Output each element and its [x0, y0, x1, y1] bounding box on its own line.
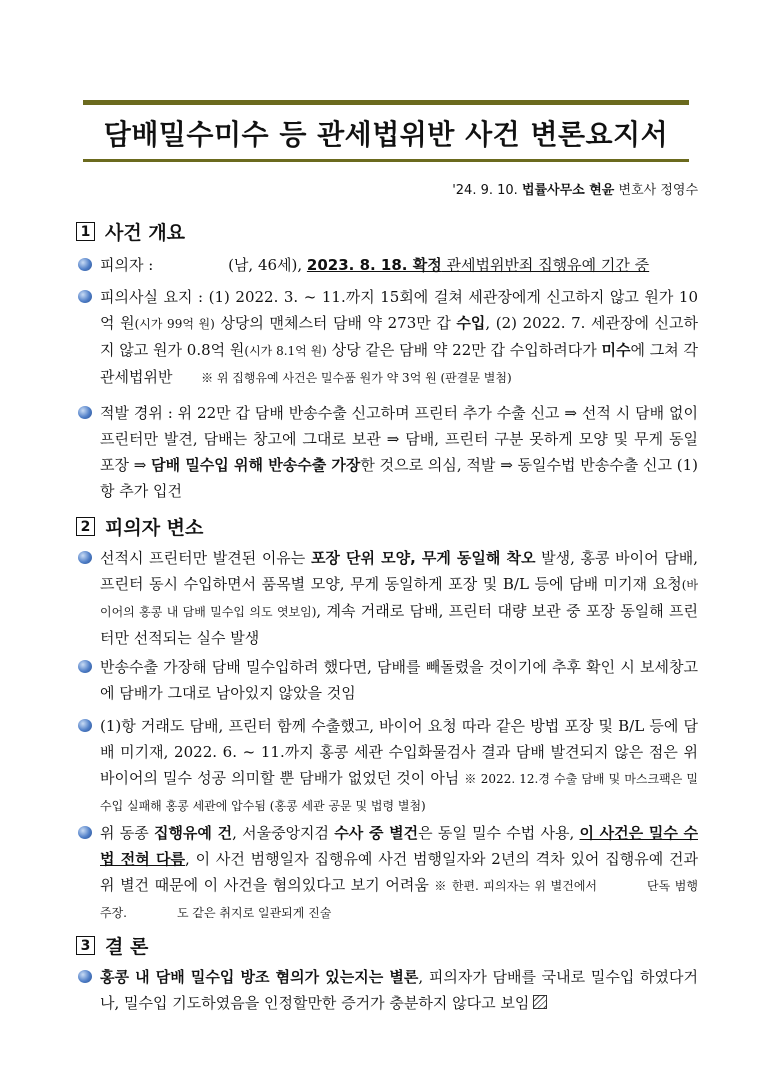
text-span: 발생, 홍콩 바이어 담배, 프린터 동시 수입하면서 품목별 모양, 무게 동일하게 포장 및 B/L 등에 담배 미기재 요청 — [100, 549, 698, 593]
text-span: 선적시 프린터만 발견된 이유는 — [100, 549, 311, 567]
bullet-icon — [78, 970, 92, 983]
text-span: 피의자 : — [100, 256, 159, 274]
text-span: 수사 중 별건 — [334, 824, 419, 842]
text-span: 위 동종 — [100, 824, 154, 842]
section-3-title: 결 론 — [105, 936, 149, 958]
text-span: 포장 단위 모양, 무게 동일해 착오 — [310, 549, 536, 567]
text-span: 반송수출 가장해 담배 밀수입하려 했다면, 담배를 빼돌렸을 것이기에 추후 확인 시 보세창고에 담배가 그대로 남아있지 않았을 것임 — [100, 658, 698, 702]
note-text: 단독 범행 주장. — [100, 879, 698, 920]
section-2-item-3 — [78, 713, 698, 819]
text-span: 피의사실 요지 : (1) 2022. 3. ~ 11.까지 15회에 걸쳐 세관장에게 신고하지 않고 원가 10억 원 — [100, 288, 698, 332]
end-mark-icon — [533, 995, 547, 1009]
title-block — [83, 100, 689, 162]
text-span: (남, 46세), — [228, 256, 307, 274]
text-span: 담배 밀수입 위해 반송수출 가장 — [151, 456, 361, 474]
text-span: (시가 8.1억 원) — [244, 344, 327, 358]
byline-date: '24. 9. 10. — [452, 183, 518, 198]
text-span: , 이 사건 범행일자 집행유예 사건 범행일자와 2년의 격차 있어 집행유예 건과 위 별건 때문에 이 사건을 혐의있다고 보기 어려움 — [100, 850, 698, 894]
confirmed-date: 2023. 8. 18. 확정 — [306, 256, 442, 274]
section-2-item-1 — [78, 545, 698, 651]
item-text — [100, 545, 698, 651]
bullet-icon — [78, 258, 92, 271]
title-rule-bottom — [83, 159, 689, 162]
section-1-item-3 — [78, 400, 698, 504]
bullet-icon — [78, 406, 92, 419]
bullet-icon — [78, 719, 92, 732]
section-2-heading — [76, 513, 203, 540]
text-span: 이 사건은 밀수 수법 전혀 다름 — [100, 824, 698, 868]
text-span: , 계속 거래로 담배, 프린터 대량 보관 중 포장 동일해 프린터만 선적되는 실수 발생 — [100, 602, 699, 647]
section-3-number: 3 — [76, 936, 95, 955]
text-span: , (2) 2022. 7. 세관장에 신고하지 않고 원가 0.8억 원 — [100, 314, 698, 359]
note-text: ※ 2022. 12.경 수출 담배 및 마스크팩은 밀수입 실패해 홍콩 세관에 압수됨 (홍콩 세관 공문 및 법령 별첨) — [100, 772, 698, 813]
item-text — [100, 964, 698, 1016]
item-text — [100, 654, 698, 706]
bullet-icon — [78, 551, 92, 564]
text-span: 수입 — [456, 314, 486, 332]
text-span: , 서울중앙지검 — [232, 824, 335, 842]
text-span: (바이어의 홍콩 내 담배 밀수입 의도 엿보임) — [100, 578, 698, 619]
section-3-item-1 — [78, 964, 698, 1016]
text-span: 은 동일 밀수 수법 사용, — [418, 824, 580, 842]
section-2-title: 피의자 변소 — [105, 517, 204, 539]
text-span: 적발 경위 : 위 22만 갑 담배 반송수출 신고하며 프린터 추가 수출 신고 ⇒ 선적 시 담배 없이 프린터만 발견, 담배는 창고에 그대로 보관 ⇒ 담배, 프린터 구분 못하게 모양 및 무게 동일 포장 ⇒ — [100, 404, 698, 474]
section-2-number: 2 — [76, 517, 95, 536]
item-text — [100, 820, 698, 926]
text-span: 상당의 맨체스터 담배 약 273만 갑 — [214, 314, 457, 332]
text-span: 미수 — [601, 341, 631, 359]
note-text: ※ 한편. 피의자는 위 별건에서 — [434, 879, 597, 893]
item-text — [100, 284, 698, 391]
byline-firm: 법률사무소 현윤 — [521, 183, 615, 198]
byline — [452, 179, 698, 198]
text-span: (1)항 거래도 담배, 프린터 함께 수출했고, 바이어 요청 따라 같은 방법 포장 및 B/L 등에 담배 미기재, 2022. 6. ~ 11.까지 홍콩 세관 수입화물검사 결과 담배 발견되지 않은 점은 위 바이어의 밀수 성공 의미할 뿐 담배가 없었던 것이 아님 — [100, 717, 698, 787]
note-text: ※ 위 집행유예 사건은 밀수품 원가 약 3억 원 (판결문 별첨) — [201, 371, 512, 385]
item-text — [100, 252, 698, 278]
text-span: 집행유예 건 — [153, 824, 233, 842]
section-2-item-2 — [78, 654, 698, 706]
note-text: 도 같은 취지로 일관되게 진술 — [177, 906, 332, 920]
bullet-icon — [78, 290, 92, 303]
section-1-number: 1 — [76, 222, 95, 241]
item-text — [100, 400, 698, 504]
document-title: 담배밀수미수 등 관세법위반 사건 변론요지서 — [103, 118, 669, 151]
text-span: 관세법위반죄 집행유예 기간 중 — [441, 256, 650, 274]
section-1-title: 사건 개요 — [105, 222, 186, 244]
bullet-icon — [78, 660, 92, 673]
text-span: 한 것으로 의심, 적발 ⇒ 동일수법 반송수출 신고 (1)항 추가 입건 — [100, 456, 699, 500]
text-span: (시가 99억 원) — [134, 317, 215, 331]
section-1-item-2 — [78, 284, 698, 391]
section-1-item-1 — [78, 252, 698, 278]
section-3-heading — [76, 932, 148, 959]
section-2-item-4 — [78, 820, 698, 926]
item-text — [100, 713, 698, 819]
text-span: 상당 같은 담배 약 22만 갑 수입하려다가 — [326, 341, 602, 359]
bullet-icon — [78, 826, 92, 839]
section-1-heading — [76, 218, 185, 245]
byline-lawyer: 변호사 정영수 — [618, 183, 698, 198]
text-span: 홍콩 내 담배 밀수입 방조 혐의가 있는지는 별론 — [100, 968, 419, 986]
text-span: 에 그쳐 각 관세법위반 — [100, 341, 698, 386]
text-span: , 피의자가 담배를 국내로 밀수입 하였다거나, 밀수입 기도하였음을 인정할만한 증거가 충분하지 않다고 보임 — [100, 968, 698, 1012]
